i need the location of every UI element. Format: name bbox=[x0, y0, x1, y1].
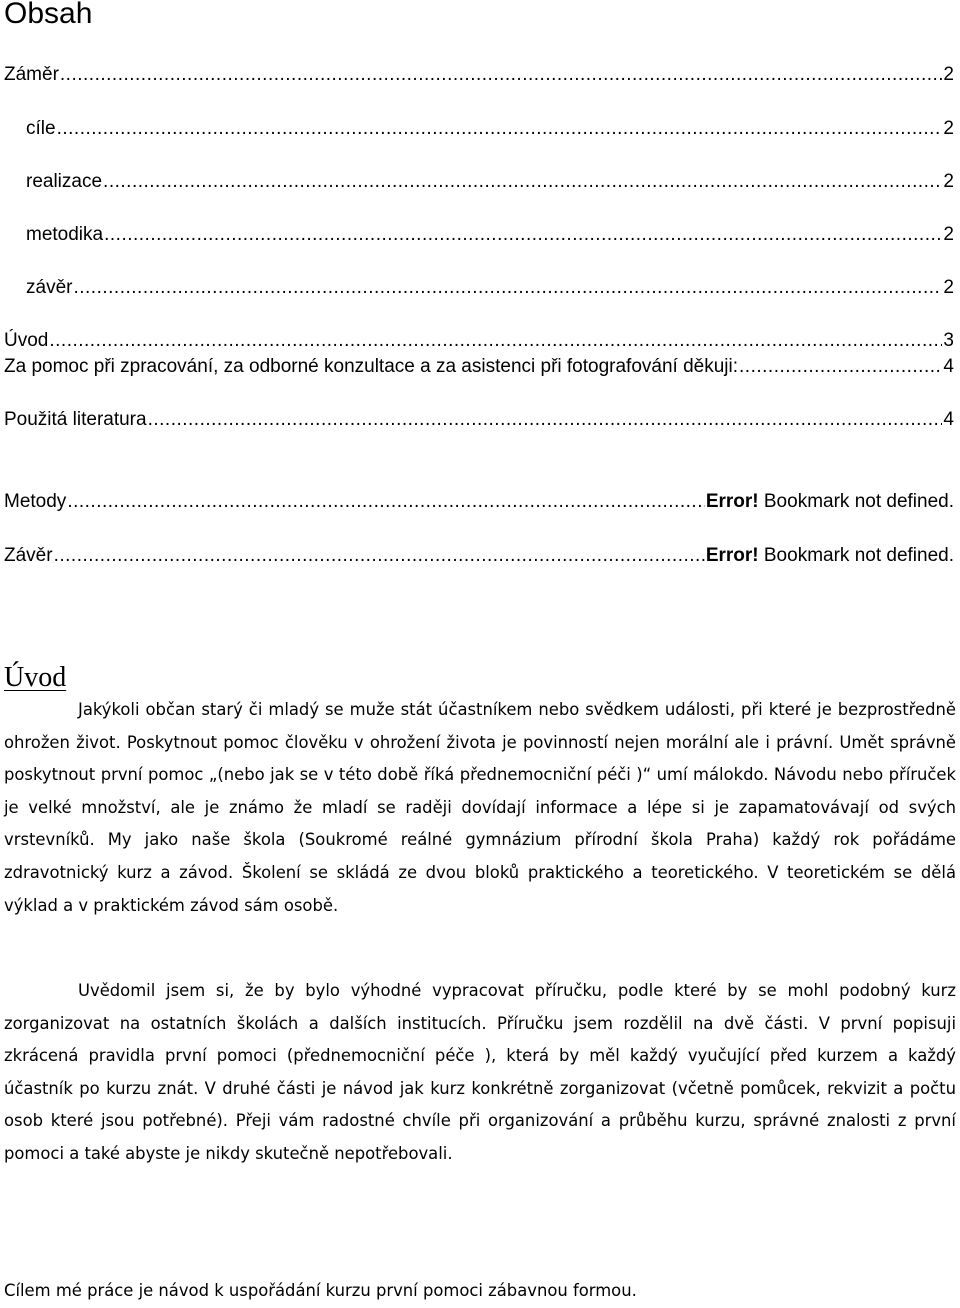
toc-entry-page: 2 bbox=[943, 224, 954, 245]
toc-entry[interactable] bbox=[4, 541, 954, 571]
toc-entry-page bbox=[706, 487, 954, 517]
error-label: Error! bbox=[705, 545, 759, 566]
error-message: Bookmark not defined. bbox=[758, 491, 954, 512]
body-paragraph bbox=[4, 694, 956, 922]
toc-dot-leader bbox=[739, 352, 942, 382]
toc-entry[interactable] bbox=[26, 273, 954, 303]
error-label: Error! bbox=[705, 491, 759, 512]
toc-dot-leader bbox=[73, 273, 942, 303]
toc-title: Obsah bbox=[4, 0, 93, 30]
body-paragraph bbox=[4, 975, 956, 1171]
toc-entry-label: Úvod bbox=[4, 330, 49, 351]
toc-entry-page: 2 bbox=[943, 171, 954, 192]
toc-entry-label: cíle bbox=[26, 118, 56, 139]
paragraph-text: Cílem mé práce je návod k uspořádání kurzu první pomoci zábavnou formou. bbox=[4, 1281, 637, 1300]
toc-dot-leader bbox=[60, 60, 943, 90]
toc-entry-page: 4 bbox=[943, 409, 954, 430]
toc-entry-page: 3 bbox=[943, 330, 954, 351]
toc-entry[interactable] bbox=[26, 220, 954, 250]
toc-entry-label: realizace bbox=[26, 171, 103, 192]
toc-dot-leader bbox=[104, 220, 942, 250]
toc-dot-leader bbox=[148, 405, 943, 435]
section-heading: Úvod bbox=[4, 662, 67, 693]
toc-dot-leader bbox=[103, 167, 942, 197]
toc-entry[interactable] bbox=[4, 60, 954, 90]
toc-entry[interactable] bbox=[4, 487, 954, 517]
error-message: Bookmark not defined. bbox=[758, 545, 954, 566]
toc-entry-label: Za pomoc při zpracování, za odborné konzultace a za asistenci při fotografování děkuji: bbox=[4, 356, 739, 377]
toc-entry-page: 2 bbox=[943, 118, 954, 139]
toc-entry-label: Použitá literatura bbox=[4, 409, 147, 430]
toc-entry-label: metodika bbox=[26, 224, 104, 245]
paragraph-text: Uvědomil jsem si, že by bylo výhodné vypracovat příručku, podle které by se mohl podobný kurz zorganizovat na ostatních školách a dalších institucích. Příručku jsem rozdělil na dvě části. V první popisuji zkrácená pravidla první pomoci (přednemocniční péče ), která by měl každý vyučující před kurzem a každý účastník po kurzu znát. V druhé části je návod jak kurz konkrétně zorganizovat (včetně pomůcek, rekvizit a počtu osob které jsou potřebné). Přeji vám radostné chvíle při organizování a průběhu kurzu, správné znalosti z první pomoci a také abyste je nikdy skutečně nepotřebovali. bbox=[4, 981, 956, 1163]
body-paragraph bbox=[4, 1275, 956, 1308]
toc-entry-page bbox=[706, 541, 954, 571]
toc-dot-leader bbox=[67, 487, 705, 517]
toc-entry[interactable] bbox=[26, 167, 954, 197]
toc-entry[interactable] bbox=[26, 114, 954, 144]
toc-entry-label: Závěr bbox=[4, 545, 53, 566]
toc-dot-leader bbox=[57, 114, 943, 144]
toc-entry[interactable] bbox=[4, 405, 954, 435]
toc-entry-page: 2 bbox=[943, 277, 954, 298]
paragraph-text: Jakýkoli občan starý či mladý se muže stát účastníkem nebo svědkem události, při které je bezprostředně ohrožen život. Poskytnout pomoc člověku v ohrožení života je povinností nejen morální ale i právní. Umět správně poskytnout první pomoc „(nebo jak se v této době říká přednemocniční péči )“ umí málokdo. Návodu nebo příruček je velké množství, ale je známo že mladí se raději dovídají informace a lépe si je zapamatovávají od svých vrstevníků. My jako naše škola (Soukromé reálné gymnázium přírodní škola Praha) každý rok pořádáme zdravotnický kurz a závod. Školení se skládá ze dvou bloků praktického a teoretického. V teoretickém se dělá výklad a v praktickém závod sám osobě. bbox=[4, 700, 956, 915]
toc-dot-leader bbox=[54, 541, 705, 571]
toc-entry-page: 4 bbox=[943, 356, 954, 377]
toc-entry[interactable] bbox=[4, 352, 954, 382]
toc-entry-label: Metody bbox=[4, 491, 67, 512]
toc-entry-label: Záměr bbox=[4, 64, 59, 85]
toc-entry-page: 2 bbox=[943, 64, 954, 85]
toc-entry-label: závěr bbox=[26, 277, 73, 298]
